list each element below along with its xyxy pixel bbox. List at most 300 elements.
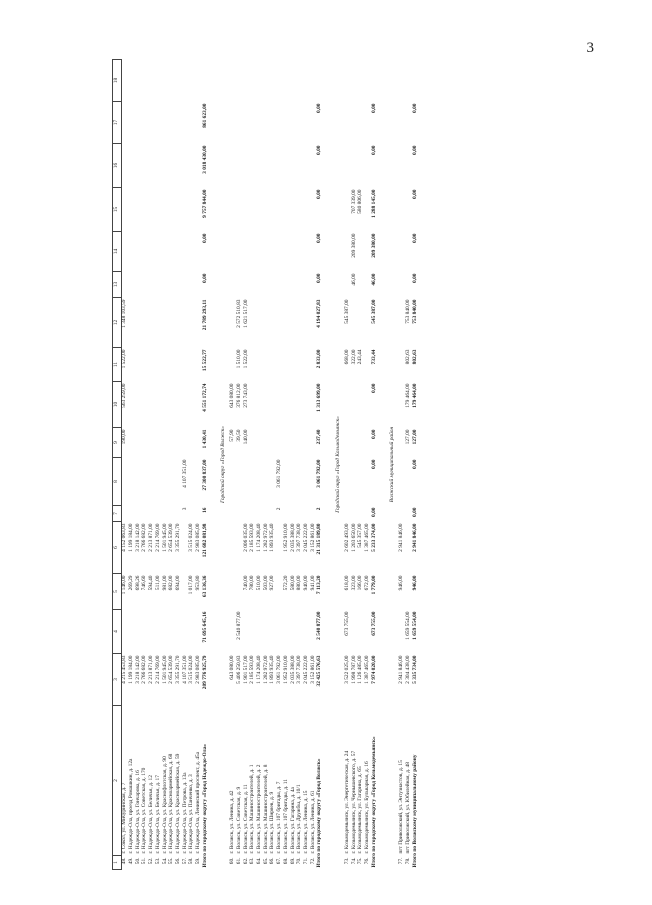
- table-cell: [351, 506, 358, 522]
- table-cell: [169, 506, 176, 522]
- total-cell: 0,00: [370, 507, 377, 517]
- table-cell: 209 380,00: [350, 233, 357, 258]
- table-cell: 61.: [236, 857, 242, 865]
- table-cell: [263, 144, 270, 188]
- table-cell: [304, 428, 311, 458]
- table-cell: [189, 382, 196, 428]
- total-row: [371, 60, 378, 870]
- table-cell: [122, 458, 129, 506]
- table-cell: [263, 506, 270, 522]
- table-cell: [358, 144, 365, 188]
- table-cell: [297, 382, 304, 428]
- table-cell: 1 510,00: [236, 349, 242, 369]
- table-cell: 2 185 593,00: [249, 655, 256, 684]
- table-cell: 243,44: [357, 349, 364, 365]
- table-cell: г. Надеждо-Ола, ул. Красноармейская, д. 59: [174, 753, 181, 854]
- table-cell: [290, 102, 297, 144]
- table-cell: [162, 382, 169, 428]
- table-cell: [169, 610, 176, 654]
- total-cell: 209 380,00: [370, 233, 377, 258]
- table-cell: 1 387 465,00: [364, 655, 370, 684]
- table-cell: 273 743,00: [242, 383, 249, 408]
- table-cell: 511,00: [154, 575, 161, 591]
- table-cell: г. Надеждо-Ола, ул. Советская, д. 170: [141, 767, 148, 854]
- table-cell: [399, 102, 406, 144]
- table-cell: г. Надеждо-Ола, проезд Ромашкин, д. 12а: [128, 758, 135, 854]
- table-cell: г. Волжск, ул. Ленина, д. 42: [229, 790, 236, 854]
- table-cell: 376 812,00: [236, 383, 242, 408]
- table-cell: 802,63: [405, 349, 412, 365]
- table-cell: 1 146,00: [121, 575, 128, 595]
- table-cell: пгт Приволжский, ул. Энтузиастов, д. 15: [398, 760, 405, 854]
- table-cell: [399, 232, 406, 272]
- table-cell: 2 214 769,00: [154, 655, 161, 684]
- table-cell: [162, 188, 169, 232]
- table-row: [243, 60, 250, 870]
- table-cell: 1 659 554,00: [405, 611, 412, 640]
- table-cell: [250, 610, 257, 654]
- table-cell: [155, 610, 162, 654]
- table-cell: [142, 144, 149, 188]
- table-cell: [142, 610, 149, 654]
- column-header-15: 15: [113, 188, 122, 232]
- gap-cell: [324, 60, 333, 870]
- table-cell: [149, 232, 156, 272]
- table-cell: [135, 428, 142, 458]
- table-cell: [230, 60, 237, 102]
- table-cell: [263, 458, 270, 506]
- total-cell: 3 061 792,00: [316, 459, 323, 488]
- table-cell: [162, 428, 169, 458]
- table-cell: [142, 188, 149, 232]
- table-cell: г. Надеждо-Ола, ул. Гончарова, д. 16: [134, 770, 141, 854]
- table-cell: [250, 188, 257, 232]
- column-header-9: 9: [113, 428, 122, 458]
- total-cell: 2 833,00: [316, 349, 323, 369]
- table-cell: 51.: [141, 857, 148, 865]
- total-label: Итого по городскому округу «Город Надеждо-Ола»: [201, 743, 208, 868]
- table-cell: 1 282 972,00: [262, 655, 269, 684]
- table-cell: [358, 298, 365, 348]
- total-cell: 1 313 699,00: [316, 383, 323, 412]
- total-cell: 0,00: [370, 103, 377, 113]
- table-cell: 1 998 787,00: [350, 655, 357, 684]
- table-cell: [345, 60, 352, 102]
- column-header-row: [113, 60, 122, 870]
- table-cell: 780,00: [249, 575, 256, 591]
- table-cell: [169, 60, 176, 102]
- table-cell: [283, 610, 290, 654]
- table-row: [122, 60, 129, 870]
- table-cell: [162, 60, 169, 102]
- table-cell: [263, 298, 270, 348]
- table-cell: [155, 188, 162, 232]
- table-cell: [230, 102, 237, 144]
- total-label: Итого по городскому округу «Город Волжск»: [316, 758, 323, 868]
- column-header-3: 3: [113, 654, 122, 706]
- table-cell: [149, 144, 156, 188]
- table-cell: 140,00: [242, 429, 249, 445]
- table-cell: [176, 144, 183, 188]
- table-cell: 2 983 085,00: [194, 523, 201, 552]
- table-cell: [304, 458, 311, 506]
- table-cell: [155, 348, 162, 382]
- table-cell: [230, 272, 237, 298]
- table-cell: [243, 144, 250, 188]
- table-cell: 1 501 945,00: [161, 523, 168, 552]
- table-cell: 2 045 222,00: [302, 655, 309, 684]
- table-cell: 3 061 792,00: [276, 459, 283, 488]
- total-cell: 0,00: [370, 145, 377, 155]
- table-cell: 2 006 035,00: [242, 523, 249, 552]
- total-cell: 179 464,00: [411, 383, 418, 408]
- table-row: [182, 60, 189, 870]
- table-cell: 58.: [188, 857, 195, 865]
- table-cell: [230, 188, 237, 232]
- table-cell: [351, 610, 358, 654]
- table-cell: [283, 348, 290, 382]
- table-cell: [155, 272, 162, 298]
- table-cell: 580,00: [289, 575, 296, 591]
- table-cell: [135, 298, 142, 348]
- table-cell: 65.: [262, 857, 269, 865]
- table-cell: [250, 60, 257, 102]
- table-cell: [290, 610, 297, 654]
- table-row: [230, 60, 237, 870]
- table-cell: [250, 458, 257, 506]
- table-cell: [399, 506, 406, 522]
- table-cell: [243, 458, 250, 506]
- total-cell: 32 425 576,63: [316, 655, 323, 687]
- table-cell: г. Надеждо-Ола, ул. Петрова, д. 13а: [181, 772, 188, 854]
- total-cell: 0,00: [411, 189, 418, 199]
- table-cell: 2 654 539,00: [168, 523, 175, 552]
- table-cell: 72.: [309, 857, 316, 865]
- table-cell: [297, 272, 304, 298]
- gap-cell: [419, 60, 428, 870]
- table-cell: [277, 272, 284, 298]
- table-cell: [270, 272, 277, 298]
- table-cell: 76.: [364, 857, 370, 865]
- total-cell: 121 682 081,98: [201, 523, 208, 558]
- table-cell: [290, 428, 297, 458]
- table-cell: [257, 506, 264, 522]
- table-cell: [345, 506, 352, 522]
- table-cell: [283, 144, 290, 188]
- table-row: [345, 60, 352, 870]
- total-cell: 209 776 925,79: [201, 655, 208, 690]
- table-cell: [263, 102, 270, 144]
- table-cell: [250, 382, 257, 428]
- table-cell: 2 214 769,00: [154, 523, 161, 552]
- table-cell: [270, 428, 277, 458]
- table-cell: [304, 144, 311, 188]
- table-cell: [182, 144, 189, 188]
- table-cell: [189, 298, 196, 348]
- table-cell: [122, 232, 129, 272]
- table-cell: [257, 144, 264, 188]
- total-cell: 7 113,20: [316, 575, 323, 595]
- table-cell: [310, 60, 317, 102]
- table-cell: [277, 348, 284, 382]
- table-cell: [155, 144, 162, 188]
- total-cell: 0,00: [316, 103, 323, 113]
- table-cell: [169, 102, 176, 144]
- table-cell: [243, 102, 250, 144]
- section-gap: [419, 60, 428, 870]
- total-cell: 673 755,00: [370, 611, 377, 636]
- table-cell: [243, 272, 250, 298]
- table-cell: [189, 60, 196, 102]
- table-cell: [277, 610, 284, 654]
- table-cell: [142, 102, 149, 144]
- table-cell: [304, 102, 311, 144]
- table-cell: 2 304 438,00: [405, 655, 412, 684]
- table-cell: 2 045 222,00: [302, 523, 309, 552]
- total-cell: 802,63: [411, 349, 418, 365]
- table-cell: [263, 348, 270, 382]
- table-cell: г. Надеждо-Ола, ул. Беличья, д. 17: [154, 775, 161, 854]
- table-cell: [257, 102, 264, 144]
- table-cell: г. Волжск, ул. Советская, д. 9: [236, 786, 242, 854]
- table-cell: 3 397 738,00: [296, 655, 303, 684]
- table-cell: 74.: [350, 857, 357, 865]
- table-cell: [162, 144, 169, 188]
- table-cell: [277, 298, 284, 348]
- table-cell: [270, 188, 277, 232]
- table-cell: 643 080,00: [229, 383, 236, 408]
- table-cell: 54.: [161, 857, 168, 865]
- table-cell: 69.: [289, 857, 296, 865]
- table-cell: 707 339,00: [350, 189, 357, 214]
- table-cell: [358, 232, 365, 272]
- table-cell: 698,26: [134, 575, 141, 591]
- table-row: [290, 60, 297, 870]
- table-cell: [351, 382, 358, 428]
- table-cell: [297, 232, 304, 272]
- total-cell: 1 288 145,00: [370, 189, 377, 218]
- table-cell: [155, 232, 162, 272]
- table-cell: [290, 272, 297, 298]
- table-cell: 4 107 351,00: [181, 655, 188, 684]
- table-cell: [283, 60, 290, 102]
- table-cell: [142, 458, 149, 506]
- table-cell: 78.: [405, 857, 412, 865]
- table-cell: г. Козьмодемьянск, ул. Чернышевского, д. 57: [350, 750, 357, 854]
- table-cell: 322,00: [350, 349, 357, 365]
- table-cell: [257, 382, 264, 428]
- table-cell: [270, 382, 277, 428]
- total-cell: 16: [201, 507, 208, 513]
- table-cell: [189, 428, 196, 458]
- table-cell: [297, 428, 304, 458]
- table-cell: [263, 188, 270, 232]
- table-row: [283, 60, 290, 870]
- table-cell: [142, 428, 149, 458]
- table-cell: [283, 102, 290, 144]
- table-cell: [237, 144, 244, 188]
- table-cell: г. Надеждо-Ола, ул. Краснофлотская, д. 90: [161, 756, 168, 854]
- table-cell: [149, 60, 156, 102]
- column-header-8: 8: [113, 458, 122, 506]
- table-cell: 3 218 142,00: [134, 523, 141, 552]
- total-cell: 1 430,41: [201, 429, 208, 449]
- table-cell: [189, 506, 196, 522]
- table-cell: [243, 232, 250, 272]
- column-header-13: 13: [113, 272, 122, 298]
- table-cell: г. Надеждо-Ола, ул. Панченко, д. 3: [188, 774, 195, 854]
- table-cell: 2 766 682,00: [141, 523, 148, 552]
- table-row: [162, 60, 169, 870]
- total-cell: 0,00: [411, 459, 418, 469]
- table-row: [277, 60, 284, 870]
- table-cell: [142, 232, 149, 272]
- total-cell: 0,00: [201, 233, 208, 243]
- table-cell: [257, 610, 264, 654]
- total-cell: 733,44: [370, 349, 377, 365]
- table-cell: [189, 102, 196, 144]
- table-cell: [283, 382, 290, 428]
- table-cell: 682,00: [168, 575, 175, 591]
- table-cell: [135, 458, 142, 506]
- table-row: [189, 60, 196, 870]
- table-cell: [129, 102, 136, 144]
- column-header-1: 1: [113, 856, 122, 870]
- table-cell: 1 017,00: [188, 575, 195, 595]
- table-cell: 55.: [168, 857, 175, 865]
- table-cell: [189, 610, 196, 654]
- table-cell: [142, 382, 149, 428]
- table-cell: [237, 272, 244, 298]
- table-cell: 953,80: [194, 575, 201, 591]
- table-cell: 643 080,00: [229, 655, 236, 680]
- table-cell: [169, 382, 176, 428]
- table-cell: [277, 428, 284, 458]
- table-cell: [358, 428, 365, 458]
- table-cell: 1 282 972,00: [262, 523, 269, 552]
- table-cell: 740,00: [242, 575, 249, 591]
- section-heading: Волжский муниципальный район: [389, 426, 396, 503]
- table-cell: [399, 272, 406, 298]
- table-cell: [142, 298, 149, 348]
- table-cell: [358, 610, 365, 654]
- table-row: [155, 60, 162, 870]
- table-cell: 3 355 291,70: [174, 523, 181, 552]
- table-cell: [263, 272, 270, 298]
- table-cell: [129, 382, 136, 428]
- table-cell: г. Волжск, ул. Машиностроителей, д. 1: [249, 764, 256, 854]
- table-cell: г. Волжск, ул. Советская, д. 11: [242, 784, 249, 854]
- table-cell: [149, 458, 156, 506]
- table-cell: [250, 144, 257, 188]
- table-cell: 190,00: [121, 429, 128, 445]
- total-cell: 21 789 293,11: [201, 299, 208, 331]
- table-cell: 70.: [296, 857, 303, 865]
- table-cell: 1 501 945,00: [161, 655, 168, 684]
- total-cell: 4 551 172,74: [201, 383, 208, 412]
- table-cell: 127,00: [405, 429, 412, 445]
- total-cell: 545 387,00: [370, 299, 377, 324]
- table-cell: [365, 60, 372, 102]
- table-sheet: [112, 60, 652, 870]
- table-cell: [122, 144, 129, 188]
- table-cell: [122, 60, 129, 102]
- table-cell: [230, 232, 237, 272]
- table-cell: 4 107 351,00: [181, 459, 188, 488]
- total-cell: 0,00: [411, 145, 418, 155]
- table-cell: [304, 60, 311, 102]
- total-cell: 0,00: [411, 103, 418, 113]
- table-cell: [270, 102, 277, 144]
- table-cell: 1 893 935,40: [269, 655, 276, 684]
- table-cell: г. Надеждо-Ола, ул. Красноармейская, д. 68: [168, 753, 175, 854]
- table-cell: [149, 102, 156, 144]
- table-cell: [277, 144, 284, 188]
- table-cell: г. Волжск, ул. Ленина, д. 61: [309, 790, 316, 854]
- total-cell: 0,00: [316, 189, 323, 199]
- table-cell: 56.: [174, 857, 181, 865]
- table-cell: [283, 428, 290, 458]
- total-cell: 15 522,77: [201, 349, 208, 372]
- table-cell: [270, 60, 277, 102]
- column-header-12: 12: [113, 298, 122, 348]
- table-cell: [189, 232, 196, 272]
- table-cell: [297, 60, 304, 102]
- total-cell: 1 779,00: [370, 575, 377, 595]
- table-cell: [149, 348, 156, 382]
- table-cell: [155, 428, 162, 458]
- table-cell: [176, 348, 183, 382]
- table-cell: [297, 144, 304, 188]
- table-cell: [189, 188, 196, 232]
- table-cell: 2 766 682,00: [141, 655, 148, 684]
- table-cell: [237, 232, 244, 272]
- table-row: [149, 60, 156, 870]
- table-cell: г. Волжск, ул. Гагарина, д. 4а: [289, 787, 296, 854]
- table-cell: [135, 188, 142, 232]
- table-cell: [129, 272, 136, 298]
- table-cell: [351, 298, 358, 348]
- table-cell: [399, 60, 406, 102]
- table-cell: 3 515 024,00: [188, 523, 195, 552]
- table-cell: 323,00: [350, 575, 357, 591]
- table-cell: [189, 144, 196, 188]
- table-cell: [129, 144, 136, 188]
- table-cell: [304, 188, 311, 232]
- table-cell: [169, 232, 176, 272]
- table-cell: 166,00: [357, 575, 364, 591]
- table-cell: [122, 188, 129, 232]
- table-cell: [263, 610, 270, 654]
- table-cell: 1 174 208,40: [256, 655, 263, 684]
- total-cell: 46,00: [370, 273, 377, 286]
- table-cell: 2 941 846,00: [398, 655, 405, 684]
- table-cell: 981,00: [161, 575, 168, 591]
- total-cell: 0,00: [411, 233, 418, 243]
- table-cell: [122, 102, 129, 144]
- table-cell: 67.: [276, 857, 283, 865]
- table-cell: 1 199 184,00: [128, 655, 135, 684]
- table-cell: [270, 144, 277, 188]
- total-cell: 753 840,00: [411, 299, 418, 324]
- table-row: [263, 60, 270, 870]
- table-cell: [283, 458, 290, 506]
- column-header-6: 6: [113, 522, 122, 574]
- table-cell: [155, 298, 162, 348]
- table-cell: пгт Приволжский, ул. Юбилейная, д. 48: [405, 762, 412, 854]
- table-cell: [162, 610, 169, 654]
- table-cell: [176, 188, 183, 232]
